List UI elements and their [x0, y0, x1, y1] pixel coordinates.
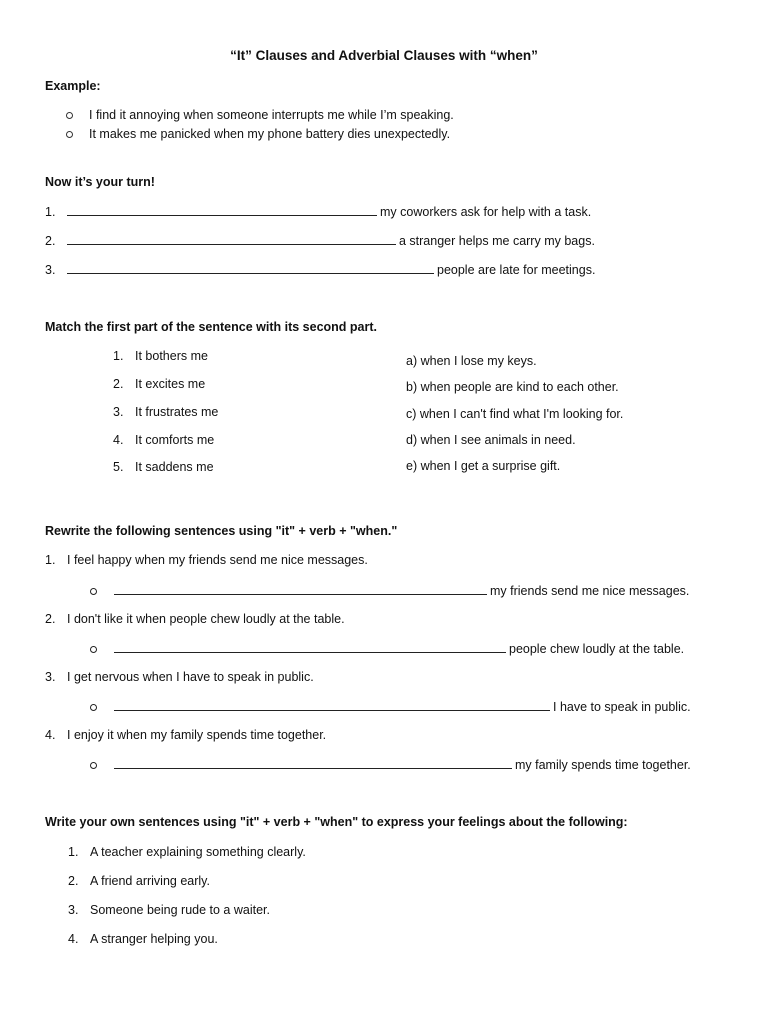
answer-blank[interactable]: [67, 261, 434, 274]
own-item: 4. A stranger helping you.: [68, 932, 218, 946]
own-item: 1. A teacher explaining something clearly.: [68, 845, 306, 859]
own-item: 2. A friend arriving early.: [68, 874, 210, 888]
answer-blank[interactable]: [114, 756, 512, 769]
match-right-item: c) when I can't find what I'm looking for.: [406, 407, 624, 421]
match-left-item: 3. It frustrates me: [113, 405, 219, 419]
answer-blank[interactable]: [114, 640, 506, 653]
match-right-item: b) when people are kind to each other.: [406, 380, 619, 394]
rewrite-answer-line: my family spends time together.: [90, 756, 691, 773]
your-turn-item: 3. people are late for meetings.: [45, 263, 596, 277]
rewrite-sentence: 4. I enjoy it when my family spends time together.: [45, 728, 327, 742]
hollow-bullet-icon: [90, 704, 97, 711]
hollow-bullet-icon: [90, 588, 97, 595]
answer-blank[interactable]: [114, 698, 550, 711]
hollow-bullet-icon: [90, 762, 97, 769]
your-turn-item: 2. a stranger helps me carry my bags.: [45, 234, 595, 248]
example-item: I find it annoying when someone interrupts me while I’m speaking.: [66, 107, 454, 123]
rewrite-sentence: 2. I don't like it when people chew loudly at the table.: [45, 612, 345, 626]
example-heading: Example:: [45, 79, 101, 93]
answer-blank[interactable]: [67, 203, 377, 216]
answer-blank[interactable]: [67, 232, 396, 245]
page-title: “It” Clauses and Adverbial Clauses with “when”: [230, 48, 538, 63]
own-item: 3. Someone being rude to a waiter.: [68, 903, 270, 917]
match-left-item: 2. It excites me: [113, 377, 206, 391]
example-item: It makes me panicked when my phone battery dies unexpectedly.: [66, 126, 450, 142]
own-sentences-heading: Write your own sentences using "it" + verb + "when" to express your feelings about the following:: [45, 815, 628, 829]
match-left-item: 1. It bothers me: [113, 349, 208, 363]
hollow-bullet-icon: [66, 112, 73, 119]
rewrite-sentence: 3. I get nervous when I have to speak in public.: [45, 670, 314, 684]
rewrite-answer-line: my friends send me nice messages.: [90, 582, 689, 599]
match-right-item: a) when I lose my keys.: [406, 354, 537, 368]
match-heading: Match the first part of the sentence with its second part.: [45, 320, 377, 334]
rewrite-answer-line: people chew loudly at the table.: [90, 640, 684, 657]
match-left-item: 5. It saddens me: [113, 460, 214, 474]
rewrite-sentence: 1. I feel happy when my friends send me nice messages.: [45, 553, 368, 567]
match-right-item: d) when I see animals in need.: [406, 433, 576, 447]
match-right-item: e) when I get a surprise gift.: [406, 459, 561, 473]
match-left-item: 4. It comforts me: [113, 433, 215, 447]
rewrite-answer-line: I have to speak in public.: [90, 698, 691, 715]
answer-blank[interactable]: [114, 582, 487, 595]
rewrite-heading: Rewrite the following sentences using "it" + verb + "when.": [45, 524, 398, 538]
your-turn-item: 1. my coworkers ask for help with a task.: [45, 205, 592, 219]
hollow-bullet-icon: [66, 131, 73, 138]
hollow-bullet-icon: [90, 646, 97, 653]
your-turn-heading: Now it’s your turn!: [45, 175, 155, 189]
